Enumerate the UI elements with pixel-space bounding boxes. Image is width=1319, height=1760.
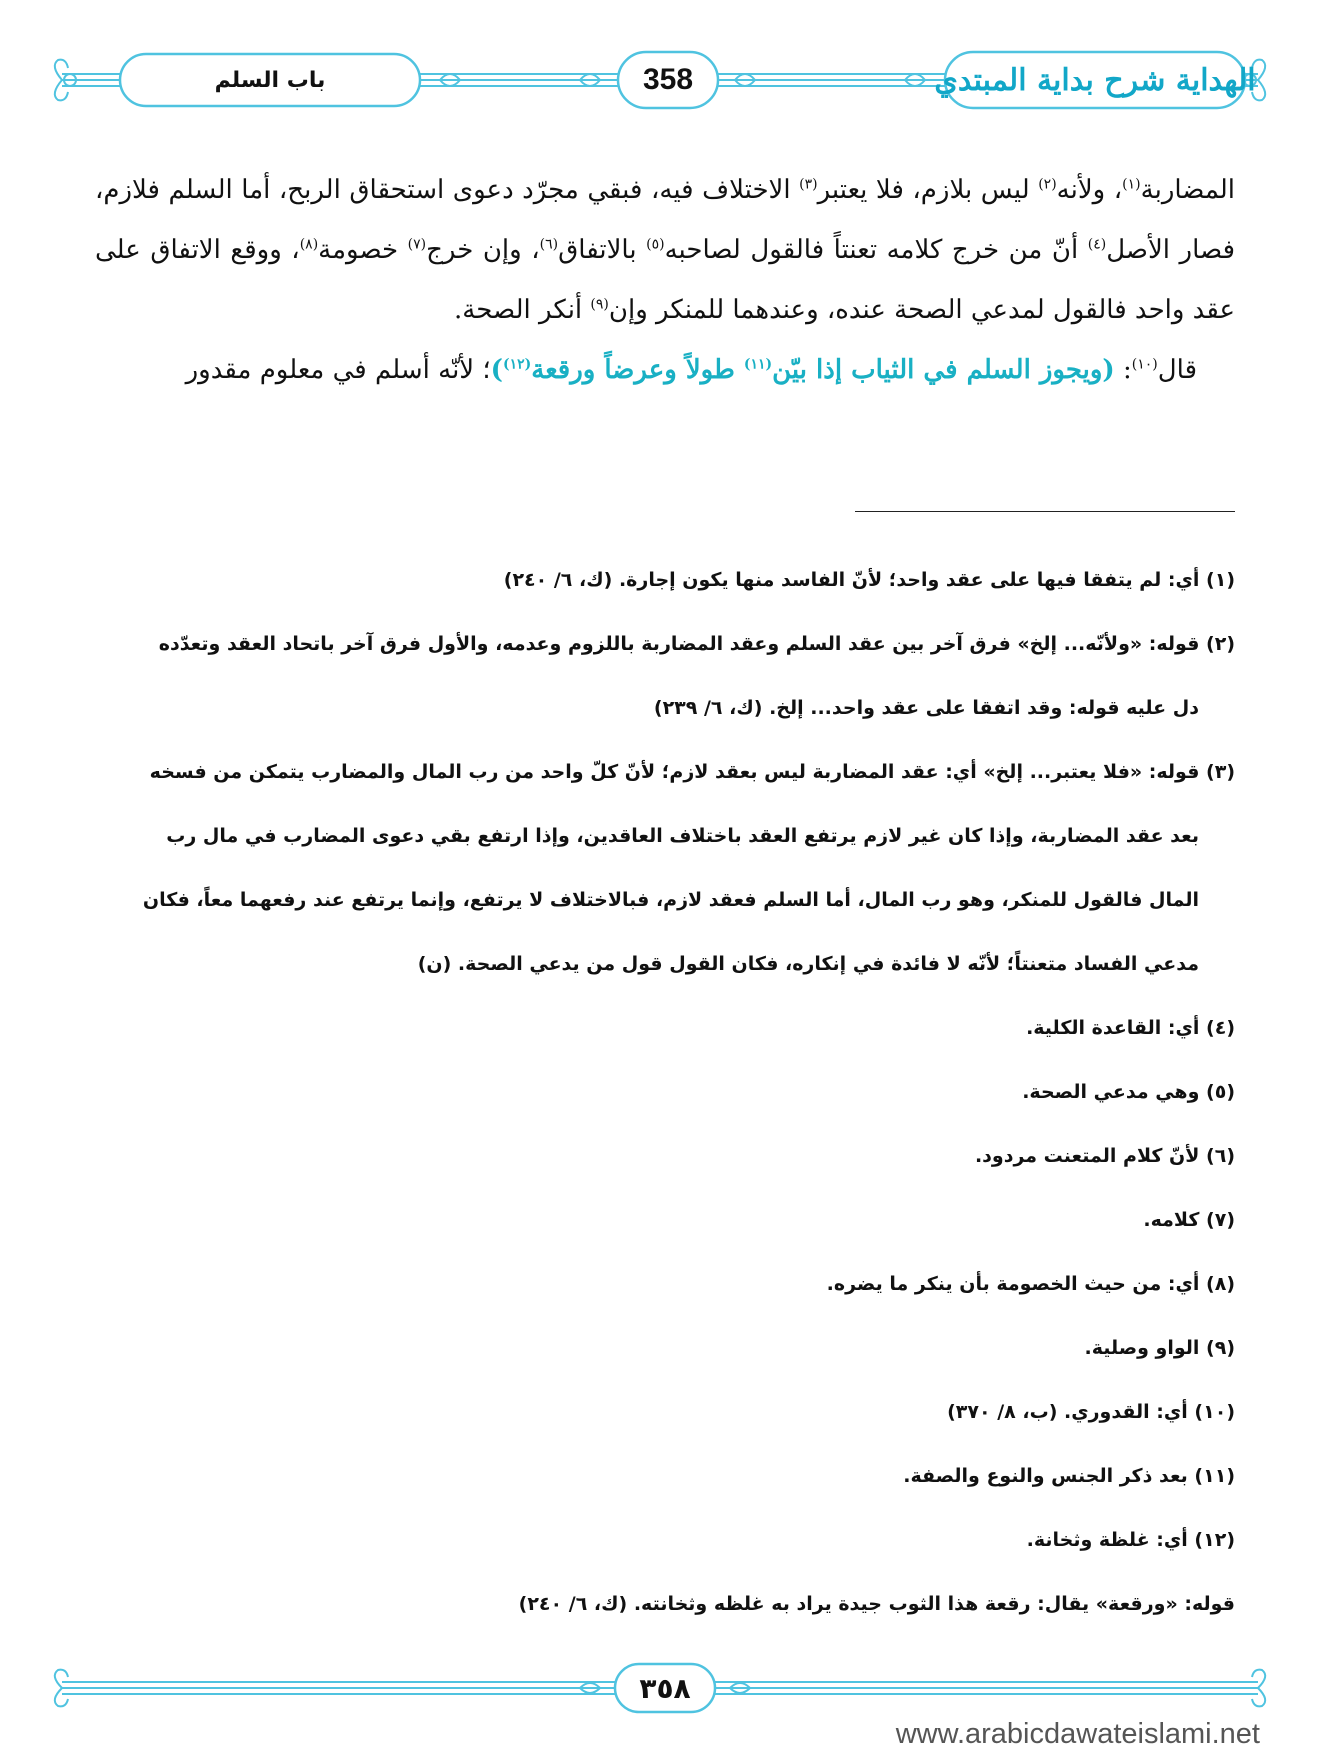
footnote-10: (١٠) أي: القدوري. (ب، ٨/ ٣٧٠) <box>947 1401 1235 1423</box>
footnote-4: (٤) أي: القاعدة الكلية. <box>1026 1017 1235 1039</box>
footnote-text: أي: عقد المضاربة ليس بعقد لازم؛ لأنّ كلّ واحد من رب المال والمضارب يتمكن من فسخه <box>149 761 984 783</box>
text-run: ، ولأنه <box>1056 175 1123 205</box>
footnote-ref-1: (١) <box>1122 176 1141 193</box>
footnote-number: (٣) قوله: <box>1142 761 1235 783</box>
footnote-note <box>95 1572 1235 1636</box>
footnote-ref-11: (١١) <box>743 356 773 373</box>
main-text <box>95 160 1235 400</box>
text-run: ؛ لأنّه أسلم في معلوم مقدور <box>185 355 491 385</box>
footnote-ref-5: (٥) <box>646 236 665 253</box>
footnote-ref-3: (٣) <box>799 176 818 193</box>
footnotes <box>95 548 1235 1636</box>
footnote-ref-4: (٤) <box>1087 236 1107 253</box>
text-run: خصومة <box>318 235 408 265</box>
footnote-number: (٢) قوله: <box>1142 633 1235 655</box>
page-footer <box>0 1658 1319 1718</box>
footnote-1: (١) أي: لم يتفقا فيها على عقد واحد؛ لأنّ الفاسد منها يكون إجارة. (ك، ٦/ ٢٤٠) <box>503 569 1235 591</box>
footnote-text: فرق آخر بين عقد السلم وعقد المضاربة باللزوم وعدمه، والأول فرق آخر باتحاد العقد وتعدّده <box>158 633 1018 655</box>
footnote-ref-6: (٦) <box>539 236 559 253</box>
footnote-9: (٩) الواو وصلية. <box>1084 1337 1235 1359</box>
footnote-quote: «فلا يعتبر... إلخ» <box>983 761 1143 783</box>
footnote-ref-9: (٩) <box>590 296 609 313</box>
footnote-11: (١١) بعد ذكر الجنس والنوع والصفة. <box>903 1465 1235 1487</box>
header-page-number: 358 <box>642 63 694 96</box>
footnote-6: (٦) لأنّ كلام المتعنت مردود. <box>974 1145 1235 1167</box>
text-run: المضاربة <box>1140 175 1236 205</box>
text-run: الاختلاف فيه، فبقي مجرّد دعوى استحقاق الربح، أما السلم فلازم، فصار الأصل <box>95 175 1235 265</box>
watermark-url: www.arabicdawateislami.net <box>895 1718 1260 1750</box>
footnote-3-cont: المال فالقول للمنكر، وهو رب المال، أما السلم فعقد لازم، فبالاختلاف لا يرتفع، وإنما يرتفع عند رفعهما معاً، فكان <box>142 889 1199 911</box>
main-paragraph-1 <box>95 160 1235 340</box>
footnote-12: (١٢) أي: غلظة وثخانة. <box>1026 1529 1235 1551</box>
footnote-ref-8: (٨) <box>299 236 319 253</box>
footnote-ref-2: (٢) <box>1038 176 1057 193</box>
footnote-text: يقال: رقعة هذا الثوب جيدة يراد به غلظه وثخانته. (ك، ٦/ ٢٤٠) <box>518 1593 1096 1615</box>
footer-page-number: ٣٥٨ <box>639 1671 691 1705</box>
footnote-3-cont: مدعي الفساد متعنتاً؛ لأنّه لا فائدة في إنكاره، فكان القول قول من يدعي الصحة. (ن) <box>417 953 1199 975</box>
text-run: ليس بلازم، فلا يعتبر <box>817 175 1039 205</box>
page-header <box>0 40 1319 120</box>
matn-quote <box>491 355 1115 385</box>
footnote-quote: «ورقعة» <box>1095 1593 1178 1615</box>
matn-text: (ويجوز السلم في الثياب إذا بيّن <box>772 355 1115 385</box>
footnote-5: (٥) وهي مدعي الصحة. <box>1022 1081 1235 1103</box>
text-run: ، ووقع الاتفاق على عقد واحد فالقول لمدعي الصحة عنده، وعندهما للمنكر وإن <box>95 235 1235 325</box>
footnote-8: (٨) أي: من حيث الخصومة بأن ينكر ما يضره. <box>826 1273 1235 1295</box>
text-run: أنّ من خرج كلامه تعنتاً فالقول لصاحبه <box>664 235 1088 265</box>
text-run: : <box>1114 355 1132 385</box>
footnote-ref-10: (١٠) <box>1131 356 1158 373</box>
text-run: ، وإن خرج <box>426 235 540 265</box>
footnote-3-cont: بعد عقد المضاربة، وإذا كان غير لازم يرتفع العقد باختلاف العاقدين، وإذا ارتفع بقي دعوى المضارب في مال رب <box>166 825 1199 847</box>
footnote-ref-12: (١٢) <box>502 356 532 373</box>
text-run: بالاتفاق <box>558 235 647 265</box>
chapter-title: باب السلم <box>214 67 326 93</box>
text-run: أنكر الصحة. <box>454 295 591 325</box>
footnote-2-cont: دل عليه قوله: وقد اتفقا على عقد واحد... إلخ. (ك، ٦/ ٢٣٩) <box>653 697 1199 719</box>
footnote-7: (٧) كلامه. <box>1143 1209 1235 1231</box>
text-run: قال <box>1157 355 1197 385</box>
main-paragraph-2 <box>95 340 1235 400</box>
footnote-quote: «ولأنّه... إلخ» <box>1017 633 1143 655</box>
book-title: الهداية شرح بداية المبتدي <box>934 62 1256 98</box>
footnote-3 <box>95 740 1235 804</box>
footnote-ref-7: (٧) <box>407 236 427 253</box>
footnote-number: قوله: <box>1177 1593 1235 1615</box>
footnote-2 <box>95 612 1235 676</box>
matn-text: ) <box>490 355 503 385</box>
footnote-separator <box>855 511 1235 512</box>
matn-text: طولاً وعرضاً ورقعة <box>531 355 744 385</box>
